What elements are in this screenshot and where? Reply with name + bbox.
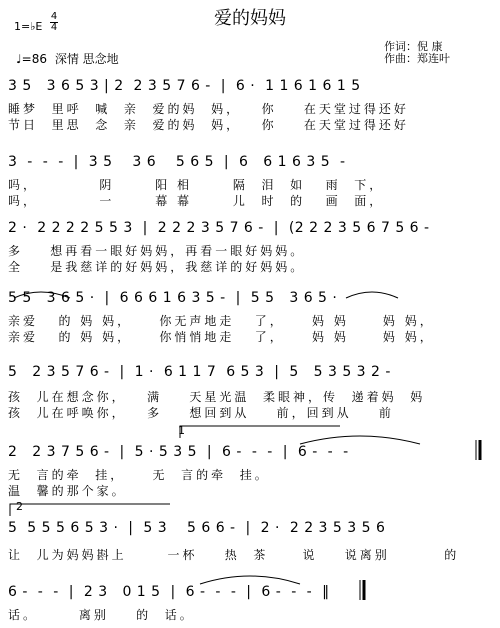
key-signature: 1=♭E xyxy=(14,20,43,33)
lyric-row-1-verse-2: 节日 里思 念 亲 爱的妈 妈， 你 在天堂过得还好 xyxy=(8,118,409,132)
lyric-row-4-verse-1: 亲爱 的 妈 妈， 你无声地走 了， 妈 妈 妈 妈， xyxy=(8,314,435,328)
lyric-row-7: 让 儿为妈妈斟上 一杯 热 茶 说 说离别 的 xyxy=(8,548,460,562)
song-title: 爱的妈妈 xyxy=(214,8,286,29)
slur-row-4b xyxy=(346,292,398,298)
notation-row-5: 5 2 3 5 7 6 - | 1 · 6 1 1 7 6 5 3 | 5 5 3 5 3 2 - xyxy=(8,364,391,380)
tie-row-8 xyxy=(200,576,300,584)
lyric-row-3-verse-1: 多 想再看一眼好妈妈，再看一眼好妈妈。 xyxy=(8,244,306,258)
volta-1-label: 1 xyxy=(178,424,185,437)
time-signature-top: 4 xyxy=(50,11,58,22)
lyric-row-6-verse-1: 无 言的牵 挂， 无 言的牵 挂。 xyxy=(8,468,270,482)
notation-row-1: 3 5 3 6 5 3 | 2 2 3 5 7 6 - | 6 · 1 1 6 1 6 1 5 xyxy=(8,78,361,94)
notation-row-2: 3 - - - | 3 5 3 6 5 6 5 | 6 6 1 6 3 5 - xyxy=(8,154,346,170)
lyric-row-4-verse-2: 亲爱 的 妈 妈， 你悄悄地走 了， 妈 妈 妈 妈， xyxy=(8,330,435,344)
tie-row-6 xyxy=(300,436,420,444)
lyric-row-5-verse-1: 孩 儿在想念你， 满 天星光温 柔眼神，传 递着妈 妈 xyxy=(8,390,426,404)
tempo-value: ♩=86 xyxy=(16,52,47,66)
slur-row-4 xyxy=(14,292,70,298)
volta-2-bracket xyxy=(10,504,170,516)
expression-marking: 深情 思念地 xyxy=(54,52,119,66)
lyric-row-8: 话。 离别 的 话。 xyxy=(8,608,195,622)
lyric-row-2-verse-1: 吗， 阴 阳 相 隔 泪 如 雨 下， xyxy=(8,178,385,192)
volta-2-label: 2 xyxy=(16,500,23,513)
lyric-row-1-verse-1: 睡梦 里呼 喊 亲 爱的妈 妈， 你 在天堂过得还好 xyxy=(8,102,409,116)
notation-row-8: 6 - - - | 2 3 0 1 5 | 6 - - - | 6 - - - ‖ xyxy=(8,584,330,600)
lyric-row-6-verse-2: 温 馨的那个家。 xyxy=(8,484,127,498)
lyric-row-5-verse-2: 孩 儿在呼唤你， 多 想回到从 前，回到从 前 xyxy=(8,406,394,420)
volta-1-bracket xyxy=(180,426,340,438)
lyric-row-2-verse-2: 吗， 一 幕 幕 儿 时 的 画 面， xyxy=(8,194,385,208)
lyric-row-3-verse-2: 全 是我慈详的好妈妈，我慈详的好妈妈。 xyxy=(8,260,306,274)
notation-row-4: 5 5 3 6 5 · | 6 6 6 1 6 3 5 - | 5 5 3 6 5 · xyxy=(8,290,338,306)
notation-row-6: 2 2 3 7 5 6 - | 5 · 5 3 5 | 6 - - - | 6 - - - xyxy=(8,444,349,460)
notation-row-3: 2 · 2 2 2 2 5 5 3 | 2 2 2 3 5 7 6 - | (2 2 2 3 5 6 7 5 6 - xyxy=(8,220,430,236)
notation-row-7: 5 5 5 5 6 5 3 · | 5 3 5 6 6 - | 2 · 2 2 3 5 3 5 6 xyxy=(8,520,386,536)
composer-credit: 作曲：郑连叶 xyxy=(384,52,450,65)
lyricist-credit: 作词：倪 康 xyxy=(384,40,443,53)
time-signature-bottom: 4 xyxy=(50,22,58,33)
